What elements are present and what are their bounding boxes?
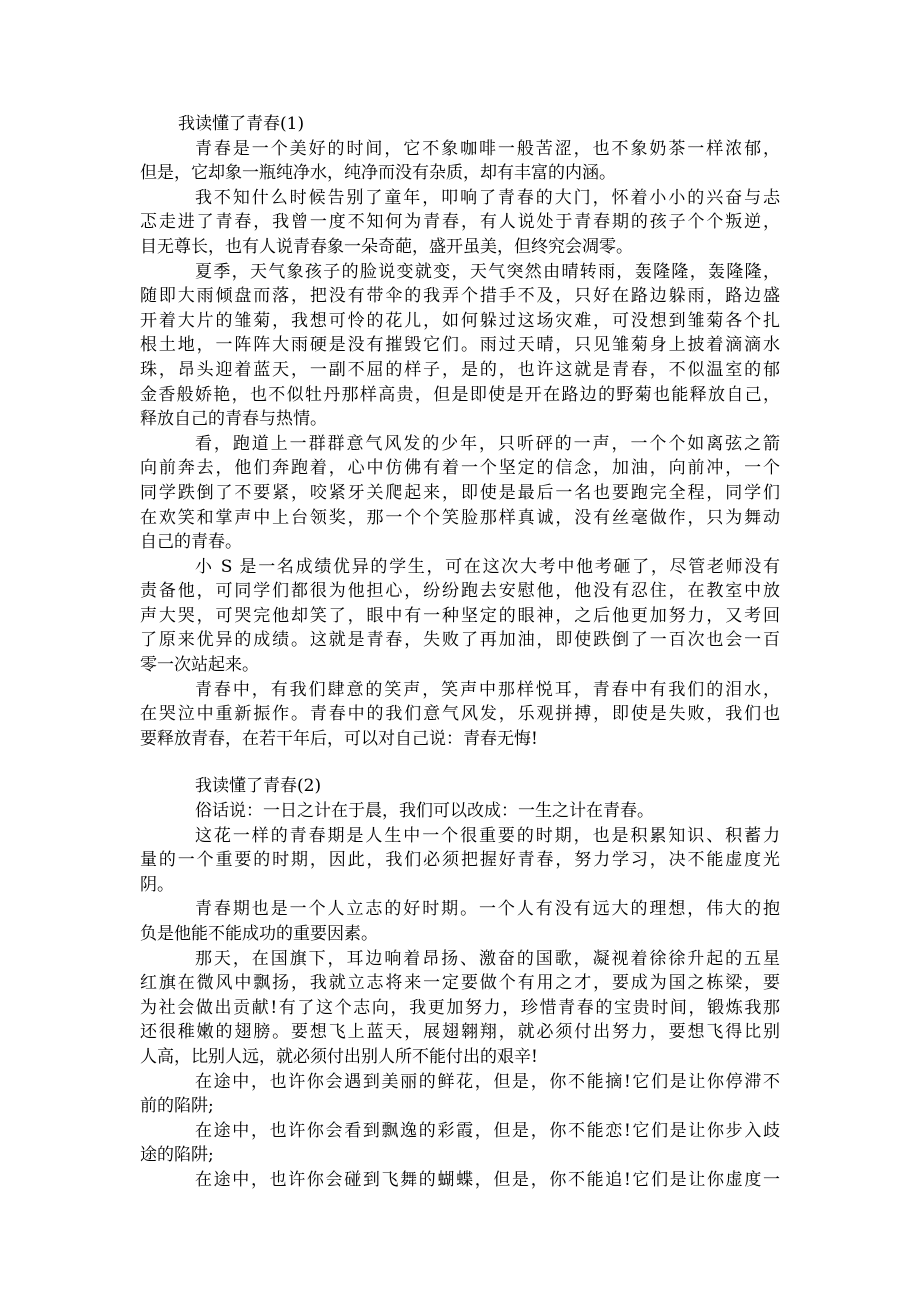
- article-2-paragraph: [140, 824, 780, 898]
- article-1-paragraph: [140, 432, 780, 555]
- text-line: 自己的青春。: [140, 532, 242, 553]
- article-2-title: 我读懂了青春(2): [195, 776, 322, 797]
- article-1-paragraph: [140, 186, 780, 260]
- text-line: 同学跌倒了不要紧，咬紧牙关爬起来，即使是最后一名也要跑完全程，同学们: [140, 482, 780, 503]
- text-line: 在途中，也许你会看到飘逸的彩霞，但是，你不能恋!它们是让你步入歧: [195, 1120, 780, 1141]
- text-line: 小 S 是一名成绩优异的学生，可在这次大考中他考砸了，尽管老师没有: [195, 556, 780, 577]
- text-line: 向前奔去，他们奔跑着，心中仿佛有着一个坚定的信念，加油，向前冲，一个: [140, 458, 780, 479]
- text-line: 俗话说：一日之计在于晨，我们可以改成：一生之计在青春。: [195, 801, 654, 822]
- text-line: 那天，在国旗下，耳边响着昂扬、激奋的国歌，凝视着徐徐升起的五星: [195, 948, 780, 969]
- text-line: 责备他，可同学们都很为他担心，纷纷跑去安慰他，他没有忍住，在教室中放: [140, 581, 780, 602]
- text-line: 我不知什么时候告别了童年，叩响了青春的大门，怀着小小的兴奋与忐: [195, 187, 780, 208]
- article-2-paragraph: [140, 1070, 780, 1119]
- article-2-paragraph: [140, 1119, 780, 1168]
- article-1-paragraph: [140, 678, 780, 752]
- article-1-paragraph: [140, 555, 780, 678]
- text-line: 要释放青春，在若干年后，可以对自己说：青春无悔!: [140, 728, 538, 749]
- text-line: 青春中，有我们肆意的笑声，笑声中那样悦耳，青春中有我们的泪水，: [195, 679, 780, 700]
- document-page: [140, 112, 780, 1193]
- text-line: 青春是一个美好的时间，它不象咖啡一般苦涩，也不象奶茶一样浓郁，: [195, 138, 780, 159]
- text-line: 但是，它却象一瓶纯净水，纯净而没有杂质，却有丰富的内涵。: [140, 163, 616, 184]
- text-line: 为社会做出贡献!有了这个志向，我更加努力，珍惜青春的宝贵时间，锻炼我那: [140, 997, 780, 1018]
- text-line: 金香般娇艳，也不似牡丹那样高贵，但是即使是开在路边的野菊也能释放自己，: [140, 384, 780, 405]
- article-2-paragraph: [140, 799, 780, 824]
- text-line: 红旗在微风中飘扬，我就立志将来一定要做个有用之才，要成为国之栋梁，要: [140, 973, 780, 994]
- text-line: 在欢笑和掌声中上台领奖，那一个个笑脸那样真诚，没有丝毫做作，只为舞动: [140, 507, 780, 528]
- article-2-paragraph: [140, 947, 780, 1070]
- text-line: 声大哭，可哭完他却笑了，眼中有一种坚定的眼神，之后他更加努力，又考回: [140, 605, 780, 626]
- text-line: 这花一样的青春期是人生中一个很重要的时期，也是积累知识、积蓄力: [195, 825, 780, 846]
- text-line: 开着大片的雏菊，我想可怜的花儿，如何躲过这场灾难，可没想到雏菊各个扎: [140, 310, 780, 331]
- text-line: 零一次站起来。: [140, 655, 259, 676]
- article-1-paragraph: [140, 260, 780, 432]
- article-1-title: 我读懂了青春(1): [178, 114, 305, 134]
- text-line: 随即大雨倾盘而落，把没有带伞的我弄个措手不及，只好在路边躲雨，路边盛: [140, 286, 780, 307]
- text-line: 阴。: [140, 874, 174, 895]
- text-line: 在哭泣中重新振作。青春中的我们意气风发，乐观拼搏，即使是失败，我们也: [140, 704, 780, 725]
- article-2-paragraph: [140, 897, 780, 946]
- article-1-paragraph: [140, 137, 780, 186]
- text-line: 根土地，一阵阵大雨硬是没有摧毁它们。雨过天晴，只见雏菊身上披着滴滴水: [140, 335, 780, 356]
- text-line: 在途中，也许你会碰到飞舞的蝴蝶，但是，你不能追!它们是让你虚度一: [195, 1169, 780, 1190]
- section-spacer: [140, 751, 780, 774]
- text-line: 青春期也是一个人立志的好时期。一个人有没有远大的理想，伟大的抱: [195, 899, 780, 920]
- text-line: 珠，昂头迎着蓝天，一副不屈的样子，是的，也许这就是青春，不似温室的郁: [140, 359, 780, 380]
- text-line: 忑走进了青春，我曾一度不知何为青春，有人说处于青春期的孩子个个叛逆，: [140, 212, 780, 233]
- text-line: 夏季，天气象孩子的脸说变就变，天气突然由晴转雨，轰隆隆，轰隆隆，: [195, 261, 780, 282]
- text-line: 途的陷阱;: [140, 1145, 214, 1166]
- text-line: 前的陷阱;: [140, 1096, 214, 1117]
- text-line: 负是他能不能成功的重要因素。: [140, 924, 378, 944]
- text-line: 了原来优异的成绩。这就是青春，失败了再加油，即使跌倒了一百次也会一百: [140, 630, 780, 651]
- text-line: 还很稚嫩的翅膀。要想飞上蓝天，展翅翱翔，就必须付出努力，要想飞得比别: [140, 1022, 780, 1043]
- text-line: 释放自己的青春与热情。: [140, 409, 327, 430]
- text-line: 目无尊长，也有人说青春象一朵奇葩，盛开虽美，但终究会凋零。: [140, 236, 633, 257]
- article-2-paragraph: [140, 1168, 780, 1193]
- text-line: 在途中，也许你会遇到美丽的鲜花，但是，你不能摘!它们是让你停滞不: [195, 1071, 780, 1092]
- text-line: 量的一个重要的时期，因此，我们必须把握好青春，努力学习，决不能虚度光: [140, 850, 780, 871]
- text-line: 看，跑道上一群群意气风发的少年，只听砰的一声，一个个如离弦之箭: [195, 433, 780, 454]
- text-line: 人高，比别人远，就必须付出别人所不能付出的艰辛!: [140, 1046, 538, 1067]
